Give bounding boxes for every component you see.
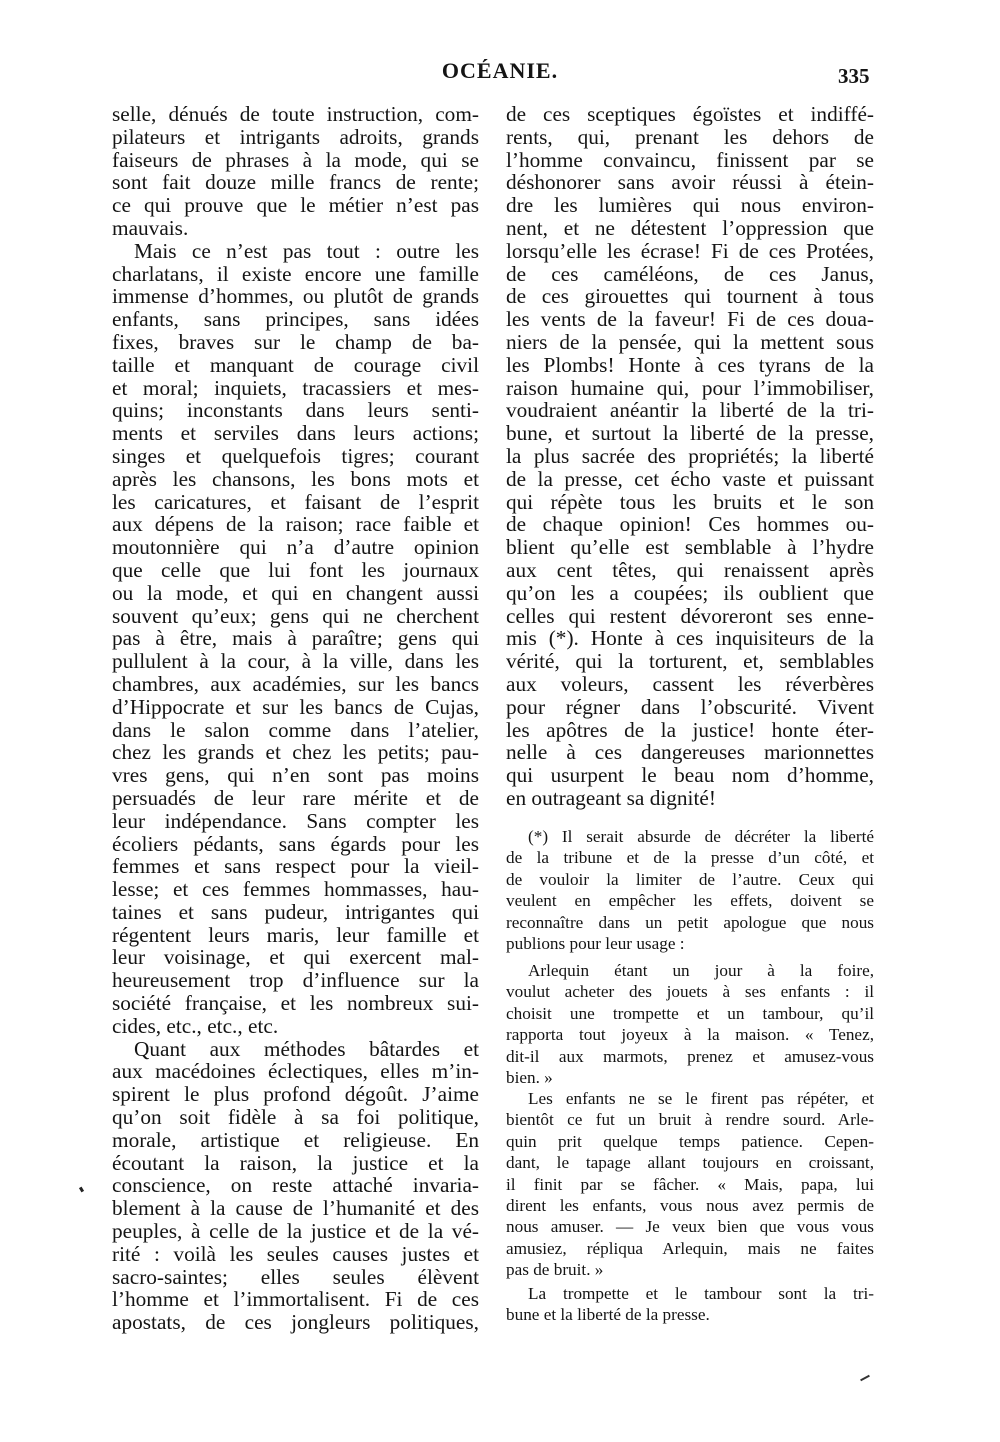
text-line: bientôt ce fut un bruit à rendre sourd. Arle- xyxy=(506,1110,874,1130)
text-line: aux macédoines éclectiques, elles m’in- xyxy=(112,1059,479,1084)
text-line: Les enfants ne se le firent pas répéter, et xyxy=(528,1089,874,1108)
text-line: niers de la pensée, qui la mettent sous xyxy=(506,329,874,354)
text-line: il finit par se fâcher. « Mais, papa, lui xyxy=(506,1174,874,1194)
text-line: fixes, braves sur le champ de ba- xyxy=(112,329,479,354)
text-line: sacro-saintes; elles seules élèvent xyxy=(112,1264,479,1289)
text-line: immense d’hommes, ou plutôt de grands xyxy=(112,284,479,309)
text-line: Arlequin étant un jour à la foire, xyxy=(528,961,874,980)
footnote-paragraph-apologue-2 xyxy=(506,1088,874,1281)
footnote-paragraph-note xyxy=(506,826,874,954)
text-line: de la presse, cet écho vaste et puissant xyxy=(506,466,874,491)
text-line: choisit une trompette et un tambour, qu’il xyxy=(506,1003,874,1023)
text-line: dre les lumières qui nous environ- xyxy=(506,193,874,218)
text-line: spirent le plus profond dégoût. J’aime xyxy=(112,1082,479,1107)
text-line: régentent leurs maris, leur famille et xyxy=(112,922,479,947)
text-line: cides, etc., etc., etc. xyxy=(112,1013,279,1038)
text-line: taines et sans pudeur, intrigantes qui xyxy=(112,899,479,924)
text-line: les apôtres de la justice! honte éter- xyxy=(506,717,874,742)
page-number: 335 xyxy=(838,64,870,88)
text-line: nous amuser. — Je veux bien que vous vous xyxy=(506,1217,874,1237)
text-line: moutonnière qui n’a d’autre opinion xyxy=(112,535,479,560)
text-line: de ces caméléons, de ces Janus, xyxy=(506,261,874,286)
text-line: que celle que lui font les journaux xyxy=(112,557,479,582)
text-line: ou la mode, et qui en changent aussi xyxy=(112,580,479,605)
text-line: bune et la liberté de la presse. xyxy=(506,1305,710,1325)
text-line: et moral; inquiets, tracassiers et mes- xyxy=(112,375,479,400)
text-line: raison humaine qui, pour l’immobiliser, xyxy=(506,375,874,400)
text-line: quin prit quelque temps patience. Cepen- xyxy=(506,1131,874,1151)
text-line: dit-il aux marmots, prenez et amusez-vous xyxy=(506,1046,874,1066)
left-column xyxy=(112,103,479,1334)
text-line: pour régner dans l’obscurité. Vivent xyxy=(506,694,874,719)
text-line: blement à la cause de l’humanité et des xyxy=(112,1196,479,1221)
text-line: les Plombs! Honte à ces tyrans de la xyxy=(506,352,874,377)
text-line: aux voleurs, cassent les réverbères xyxy=(506,671,874,696)
text-line: taille et manquant de courage civil xyxy=(112,352,479,377)
text-line: de la tribune et de la presse d’un côté, et xyxy=(506,848,874,868)
text-line: d’Hippocrate et sur les bancs de Cujas, xyxy=(112,694,479,719)
text-line: (*) Il serait absurde de décréter la liberté xyxy=(528,827,874,846)
text-line: pas à être, mais à paraître; gens qui xyxy=(112,626,479,651)
text-line: l’homme et l’immortalisent. Fi de ces xyxy=(112,1287,479,1312)
text-line: les vents de la faveur! Fi de ces doua- xyxy=(506,307,874,332)
text-line: aux dépens de la raison; race faible et xyxy=(112,512,479,537)
text-line: chez les grands et chez les petits; pau- xyxy=(112,740,479,765)
text-line: qui usurpent le beau nom d’homme, xyxy=(506,763,874,788)
text-line: bien. » xyxy=(506,1067,553,1087)
text-line: quins; inconstants dans leurs senti- xyxy=(112,398,479,423)
text-line: ce qui prouve que le métier n’est pas xyxy=(112,193,479,218)
text-line: leur voisinage, et qui exercent mal- xyxy=(112,945,479,970)
text-line: leur indépendance. Sans compter les xyxy=(112,808,479,833)
text-line: ments et serviles dans leurs actions; xyxy=(112,421,479,446)
footnote-paragraph-apologue-1 xyxy=(506,960,874,1088)
text-line: souvent qu’eux; gens qui ne cherchent xyxy=(112,603,479,628)
text-line: lorsqu’elle les écrase! Fi de ces Protées, xyxy=(506,238,874,263)
text-line: en outrageant sa dignité! xyxy=(506,785,716,810)
text-line: société française, et les nombreux sui- xyxy=(112,991,479,1016)
text-line: mis (*). Honte à ces inquisiteurs de la xyxy=(506,626,874,651)
text-line: vérité, qui la torturent, et, semblables xyxy=(506,649,874,674)
text-line: rité : voilà les seules causes justes et xyxy=(112,1241,479,1266)
text-line: nelle à ces dangereuses marionnettes xyxy=(506,740,874,765)
text-line: lesse; et ces femmes hommasses, hau- xyxy=(112,877,479,902)
margin-mark xyxy=(79,1187,84,1193)
text-line: voudraient anéantir la liberté de la tri- xyxy=(506,398,874,423)
footnote-paragraph-moral xyxy=(506,1283,874,1326)
text-line: pilateurs et intrigants adroits, grands xyxy=(112,124,479,149)
text-line: La trompette et le tambour sont la tri- xyxy=(528,1284,874,1303)
text-line: morale, artistique et religieuse. En xyxy=(112,1127,479,1152)
right-column xyxy=(506,103,874,810)
text-line: celles qui restent dévoreront ses enne- xyxy=(506,603,874,628)
text-line: voulut acheter des jouets à ses enfants : il xyxy=(506,982,874,1002)
text-line: rents, qui, prenant les dehors de xyxy=(506,124,874,149)
text-line: dans le salon comme dans l’atelier, xyxy=(112,717,479,742)
text-line: heureusement trop d’influence sur la xyxy=(112,968,479,993)
text-line: dirent les enfants, vous nous avez permis de xyxy=(506,1195,874,1215)
text-line: mauvais. xyxy=(112,215,189,240)
text-line: faiseurs de phrases à la mode, qui se xyxy=(112,147,479,172)
text-line: qu’on les a coupées; ils oublient que xyxy=(506,580,874,605)
text-line: persuadés de leur rare mérite et de xyxy=(112,785,479,810)
text-line: bune, et surtout la liberté de la presse, xyxy=(506,421,874,446)
text-line: aux cent têtes, qui renaissent après xyxy=(506,557,874,582)
running-title: OCÉANIE. xyxy=(441,58,559,83)
text-line: rapporta tout joyeux à la maison. « Tenez, xyxy=(506,1025,874,1045)
text-line: nent, et ne détestent l’oppression que xyxy=(506,215,874,240)
stray-pen-mark xyxy=(860,1375,870,1381)
text-line: blient qu’elle est semblable à l’hydre xyxy=(506,535,874,560)
text-line: chambres, aux académies, sur les bancs xyxy=(112,671,479,696)
text-line: déshonorer sans avoir réussi à étein- xyxy=(506,170,874,195)
text-line: la plus sacrée des propriétés; la liberté xyxy=(506,443,874,468)
text-line: qu’on soit fidèle à sa foi politique, xyxy=(112,1105,479,1130)
text-line: dant, le tapage allant toujours en croissant, xyxy=(506,1153,874,1173)
text-line: Mais ce n’est pas tout : outre les xyxy=(134,238,479,263)
text-line: pas de bruit. » xyxy=(506,1260,604,1280)
text-line: singes et quelquefois tigres; courant xyxy=(112,443,479,468)
text-line: peuples, à celle de la justice et de la vé- xyxy=(112,1219,479,1244)
text-line: écoliers pédants, sans égards pour les xyxy=(112,831,479,856)
text-line: publions pour leur usage : xyxy=(506,933,685,953)
text-line: les caricatures, et faisant de l’esprit xyxy=(112,489,479,514)
text-line: enfants, sans principes, sans idées xyxy=(112,307,479,332)
text-line: femmes et sans respect pour la vieil- xyxy=(112,854,479,879)
text-line: après les chansons, les bons mots et xyxy=(112,466,479,491)
text-line: reconnaître dans un petit apologue que nous xyxy=(506,912,874,932)
text-line: de ces girouettes qui tournent à tous xyxy=(506,284,874,309)
text-line: de ces sceptiques égoïstes et indiffé- xyxy=(506,102,874,126)
text-line: amusiez, répliqua Arlequin, mais ne faites xyxy=(506,1238,874,1258)
text-line: conscience, on reste attaché invaria- xyxy=(112,1173,479,1198)
text-line: de vouloir la limiter de l’autre. Ceux qui xyxy=(506,869,874,889)
text-line: veulent en empêcher les effets, doivent se xyxy=(506,891,874,911)
text-line: sont fait douze mille francs de rente; xyxy=(112,170,479,195)
text-line: écoutant la raison, la justice et la xyxy=(112,1150,479,1175)
text-line: de chaque opinion! Ces hommes ou- xyxy=(506,512,874,537)
text-line: qui répète tous les bruits et le son xyxy=(506,489,874,514)
text-line: selle, dénués de toute instruction, com- xyxy=(112,102,479,126)
text-line: apostats, de ces jongleurs politiques, xyxy=(112,1310,479,1335)
text-line: charlatans, il existe encore une famille xyxy=(112,261,479,286)
text-line: Quant aux méthodes bâtardes et xyxy=(134,1036,479,1061)
text-line: l’homme convaincu, finissent par se xyxy=(506,147,874,172)
text-line: vres gens, qui n’en sont pas moins xyxy=(112,763,479,788)
text-line: pullulent à la cour, à la ville, dans les xyxy=(112,649,479,674)
